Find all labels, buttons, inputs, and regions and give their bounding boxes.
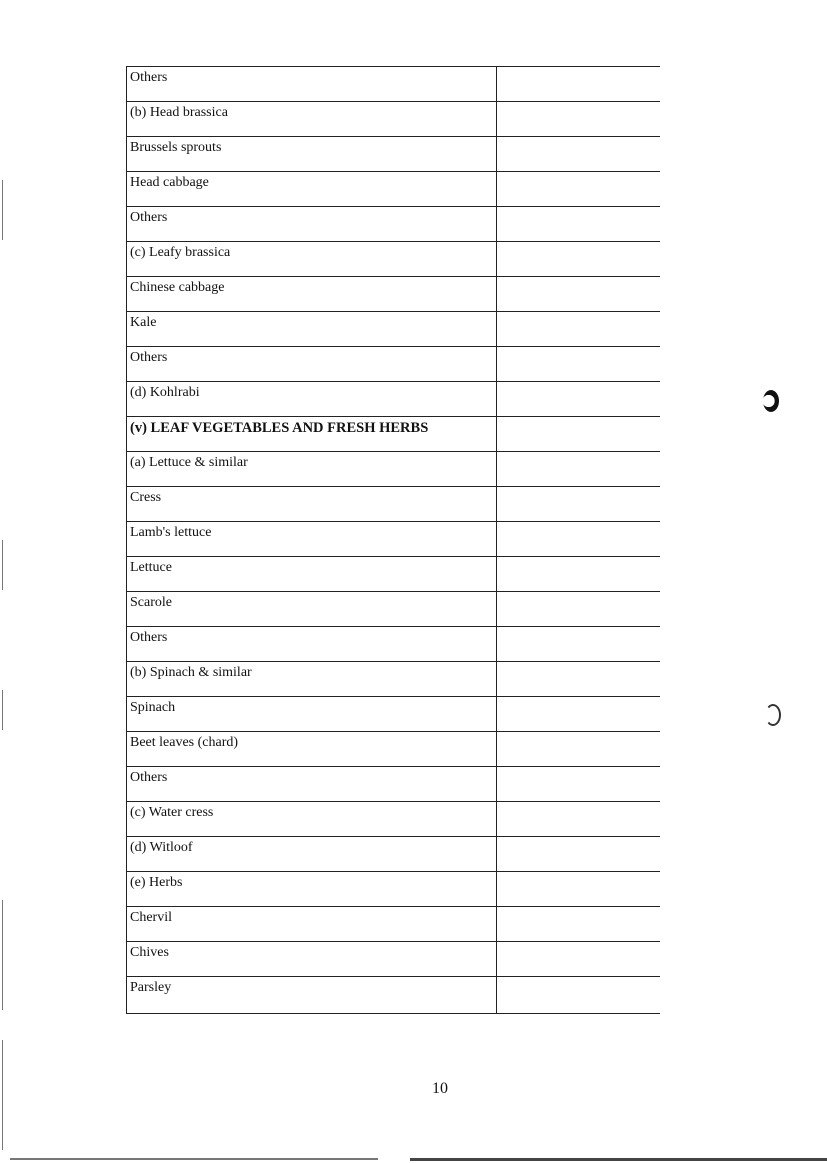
table-row (126, 487, 660, 522)
commodity-label-cell: Head cabbage (126, 172, 497, 206)
commodity-label-cell: Chervil (126, 907, 497, 941)
value-cell (497, 592, 660, 626)
table-row (126, 697, 660, 732)
table-row (126, 417, 660, 452)
scan-edge-line (2, 1040, 3, 1150)
value-cell (497, 907, 660, 941)
commodity-label-cell: Others (126, 627, 497, 661)
table-row (126, 557, 660, 592)
value-cell (497, 522, 660, 556)
table-row (126, 102, 660, 137)
commodity-label-cell: Others (126, 767, 497, 801)
value-cell (497, 277, 660, 311)
value-cell (497, 662, 660, 696)
commodity-label-cell: Spinach (126, 697, 497, 731)
table-row (126, 942, 660, 977)
commodity-label-cell: Others (126, 207, 497, 241)
scan-edge-line (2, 540, 3, 590)
table-row (126, 67, 660, 102)
value-cell (497, 172, 660, 206)
value-cell (497, 137, 660, 171)
commodity-label-cell: Chives (126, 942, 497, 976)
table-row (126, 627, 660, 662)
table-row (126, 662, 660, 697)
table-row (126, 837, 660, 872)
commodity-label-cell: (b) Head brassica (126, 102, 497, 136)
table-row (126, 452, 660, 487)
punch-hole-mark (765, 704, 781, 726)
commodity-label-cell: (d) Witloof (126, 837, 497, 871)
table-row (126, 767, 660, 802)
commodity-label-cell: Scarole (126, 592, 497, 626)
value-cell (497, 207, 660, 241)
scan-edge-line (2, 690, 3, 730)
commodity-label-cell: Parsley (126, 977, 497, 1013)
value-cell (497, 382, 660, 416)
table-row (126, 242, 660, 277)
value-cell (497, 452, 660, 486)
table-row (126, 137, 660, 172)
table-row (126, 172, 660, 207)
commodity-table (126, 66, 660, 1014)
value-cell (497, 977, 660, 1013)
value-cell (497, 872, 660, 906)
table-row (126, 592, 660, 627)
table-row (126, 907, 660, 942)
value-cell (497, 942, 660, 976)
value-cell (497, 837, 660, 871)
table-row (126, 522, 660, 557)
section-heading-cell: (v) LEAF VEGETABLES AND FRESH HERBS (126, 417, 497, 451)
commodity-label-cell: Others (126, 347, 497, 381)
commodity-label-cell: (e) Herbs (126, 872, 497, 906)
table-row (126, 382, 660, 417)
commodity-label-cell: Beet leaves (chard) (126, 732, 497, 766)
commodity-label-cell: Kale (126, 312, 497, 346)
commodity-label-cell: Lamb's lettuce (126, 522, 497, 556)
scan-edge-line (2, 900, 3, 1010)
table-row (126, 977, 660, 1013)
value-cell (497, 102, 660, 136)
value-cell (497, 557, 660, 591)
value-cell (497, 67, 660, 101)
value-cell (497, 732, 660, 766)
commodity-label-cell: Others (126, 67, 497, 101)
table-row (126, 312, 660, 347)
page-number: 10 (432, 1080, 448, 1097)
value-cell (497, 627, 660, 661)
value-cell (497, 347, 660, 381)
value-cell (497, 312, 660, 346)
commodity-label-cell: Chinese cabbage (126, 277, 497, 311)
value-cell (497, 242, 660, 276)
value-cell (497, 802, 660, 836)
table-row (126, 277, 660, 312)
commodity-label-cell: Cress (126, 487, 497, 521)
value-cell (497, 417, 660, 451)
commodity-label-cell: Brussels sprouts (126, 137, 497, 171)
commodity-label-cell: Lettuce (126, 557, 497, 591)
table-row (126, 802, 660, 837)
value-cell (497, 767, 660, 801)
commodity-label-cell: (c) Water cress (126, 802, 497, 836)
table-row (126, 207, 660, 242)
scan-edge-line (2, 180, 3, 240)
table-row (126, 347, 660, 382)
commodity-label-cell: (b) Spinach & similar (126, 662, 497, 696)
table-row (126, 732, 660, 767)
value-cell (497, 487, 660, 521)
commodity-label-cell: (a) Lettuce & similar (126, 452, 497, 486)
punch-hole-mark (763, 390, 779, 412)
table-row (126, 872, 660, 907)
scan-edge-line (410, 1158, 827, 1161)
scan-edge-line (10, 1158, 378, 1160)
value-cell (497, 697, 660, 731)
commodity-label-cell: (c) Leafy brassica (126, 242, 497, 276)
commodity-label-cell: (d) Kohlrabi (126, 382, 497, 416)
